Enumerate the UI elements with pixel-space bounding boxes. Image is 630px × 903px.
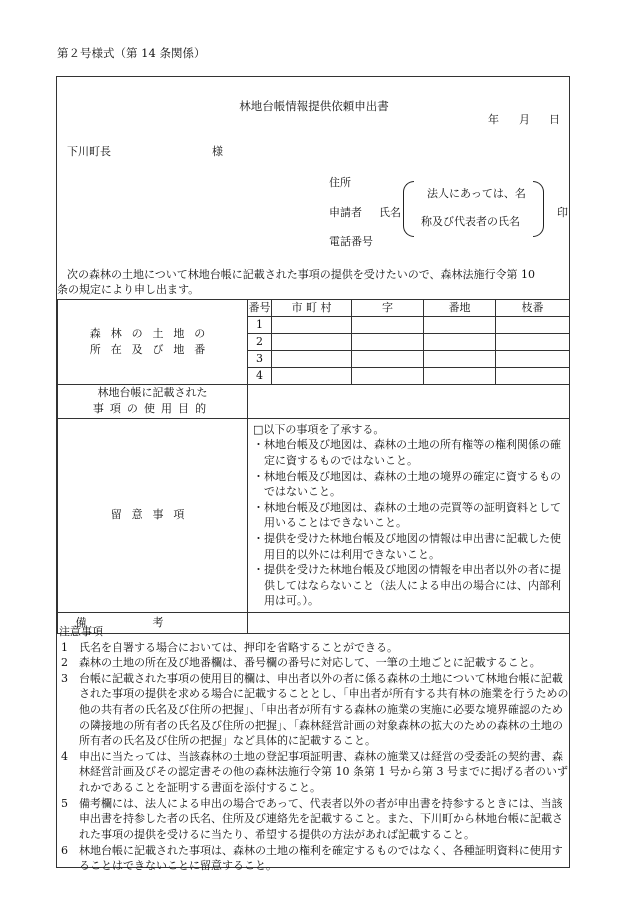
footnote-number: 1: [61, 640, 68, 654]
footnote-number: 2: [61, 656, 68, 670]
intro-text-line1: 次の森林の土地について林地台帳に記載された事項の提供を受けたいので、森林法施行令第 10: [67, 268, 536, 281]
note-item: ・提供を受けた林地台帳及び地図の情報は申出書に記載した使用目的以外には利用できないこと。: [253, 531, 561, 561]
notes-label: 留意事項: [58, 418, 248, 612]
footnote-text: 申出に当たっては、当該森林の土地の登記事項証明書、森林の施業又は経営の受委託の契約書、森林経営計画及びその認定書その他の森林法施行令第 10 条第 1 号から第 3 号までに掲げる者のいずれかであることを証明する書面を添付すること。: [79, 749, 568, 795]
notes-cell: [248, 418, 570, 612]
footnote: [57, 671, 569, 749]
address-label: 住所: [329, 176, 351, 189]
header-number: 番号: [248, 300, 272, 317]
footnote-text: 森林の土地の所在及び地番欄は、番号欄の番号に対応して、一筆の土地ごとに記載すること。: [79, 656, 541, 670]
municipality-field[interactable]: [272, 333, 352, 350]
banchi-field[interactable]: [424, 350, 496, 367]
purpose-field[interactable]: [248, 384, 570, 418]
footnote: [57, 640, 569, 656]
location-label-2: 所在及び地番: [89, 342, 216, 356]
remarks-label: 備考: [58, 613, 248, 634]
note-item: ・林地台帳及び地図は、森林の土地の所有権等の権利関係の確定に資するものではないこと。: [253, 438, 561, 467]
footnote-text: 林地台帳に記載された事項は、森林の土地の権利を確定するものではなく、各種証明資料に使用することはできないことに留意すること。: [79, 843, 563, 873]
form-title: 林地台帳情報提供依頼申出書: [239, 99, 389, 113]
date-month: 月: [519, 113, 530, 126]
purpose-label-cell: [58, 384, 248, 418]
edaban-field[interactable]: [496, 367, 570, 384]
footnote: [57, 749, 569, 796]
paren-right: [533, 181, 544, 237]
footnote-number: 4: [61, 749, 68, 763]
footnote: [57, 796, 569, 843]
aza-field[interactable]: [352, 350, 424, 367]
note-item: ・林地台帳及び地図は、森林の土地の境界の確定に資するものではないこと。: [253, 469, 561, 499]
corp-note-line1: 法人にあっては、名: [427, 187, 526, 200]
note-item: ・林地台帳及び地図は、森林の土地の売買等の証明資料として用いることはできないこと。: [253, 500, 561, 530]
footnote-text: 氏名を自署する場合においては、押印を省略することができる。: [79, 640, 398, 654]
intro-text-line2: 条の規定により申し出ます。: [57, 283, 200, 296]
location-label-1: 森林の土地の: [89, 326, 216, 340]
honorific: 様: [212, 145, 223, 158]
footnote-number: 3: [61, 671, 68, 685]
municipality-field[interactable]: [272, 316, 352, 333]
phone-label: 電話番号: [329, 235, 373, 248]
footnote: [57, 843, 569, 874]
footnotes: [57, 624, 569, 874]
footnote-text: 備考欄には、法人による申出の場合であって、代表者以外の者が申出書を持参するときには、当該申出書を持参した者の氏名、住所及び連絡先を記載すること。また、下川町から林地台帳に記載された事項の提供を受けるに当たり、希望する提供の方法があれば記載すること。: [79, 796, 563, 841]
applicant-label: 申請者: [329, 206, 362, 219]
edaban-field[interactable]: [496, 333, 570, 350]
banchi-field[interactable]: [424, 316, 496, 333]
location-label-cell: [58, 300, 248, 385]
header-banchi: 番地: [424, 300, 496, 317]
purpose-label-1: 林地台帳に記載された: [97, 386, 208, 400]
banchi-field[interactable]: [424, 333, 496, 350]
form-frame: [56, 76, 570, 873]
seal-mark: 印: [557, 206, 568, 219]
form-number-label: 第２号様式（第 14 条関係）: [57, 46, 206, 60]
aza-field[interactable]: [352, 316, 424, 333]
name-label: 氏名: [379, 206, 401, 219]
date-year: 年: [488, 113, 499, 126]
row-number: 2: [248, 333, 272, 350]
acknowledge-checkbox[interactable]: □以下の事項を了承する。: [253, 422, 385, 436]
municipality-field[interactable]: [272, 367, 352, 384]
header-edaban: 枝番: [496, 300, 570, 317]
addressee: 下川町長: [67, 145, 111, 158]
paren-left: [403, 181, 414, 237]
aza-field[interactable]: [352, 367, 424, 384]
footnote: [57, 655, 569, 671]
application-table: [57, 299, 570, 634]
date-day: 日: [549, 113, 560, 126]
footnotes-heading: 注意事項: [59, 625, 103, 638]
edaban-field[interactable]: [496, 316, 570, 333]
header-aza: 字: [352, 300, 424, 317]
banchi-field[interactable]: [424, 367, 496, 384]
edaban-field[interactable]: [496, 350, 570, 367]
row-number: 3: [248, 350, 272, 367]
footnote-text: 台帳に記載された事項の使用目的欄は、申出者以外の者に係る森林の土地について林地台帳に記載された事項の提供を求める場合に記載することとし、「申出者が所有する共有林の施業を行うための他の共有者の氏名及び住所の把握」、「申出者が所有する森林の施業の実施に必要な境界確認のための隣接地の所有者の氏名及び住所の把握」、「森林経営計画の対象森林の拡大のための森林の土地の所有者の氏名及び住所の把握」など具体的に記載すること。: [79, 671, 569, 748]
footnote-number: 5: [61, 796, 68, 810]
note-item: ・提供を受けた林地台帳及び地図の情報を申出者以外の者に提供してはならないこと（法人による申出の場合には、内部利用は可。）。: [253, 563, 561, 608]
row-number: 4: [248, 367, 272, 384]
aza-field[interactable]: [352, 333, 424, 350]
header-municipality: 市 町 村: [272, 300, 352, 317]
purpose-label-2: 事項の使用目的: [92, 402, 213, 416]
corp-note-line2: 称及び代表者の氏名: [421, 215, 520, 228]
row-number: 1: [248, 316, 272, 333]
municipality-field[interactable]: [272, 350, 352, 367]
footnote-number: 6: [61, 843, 68, 857]
